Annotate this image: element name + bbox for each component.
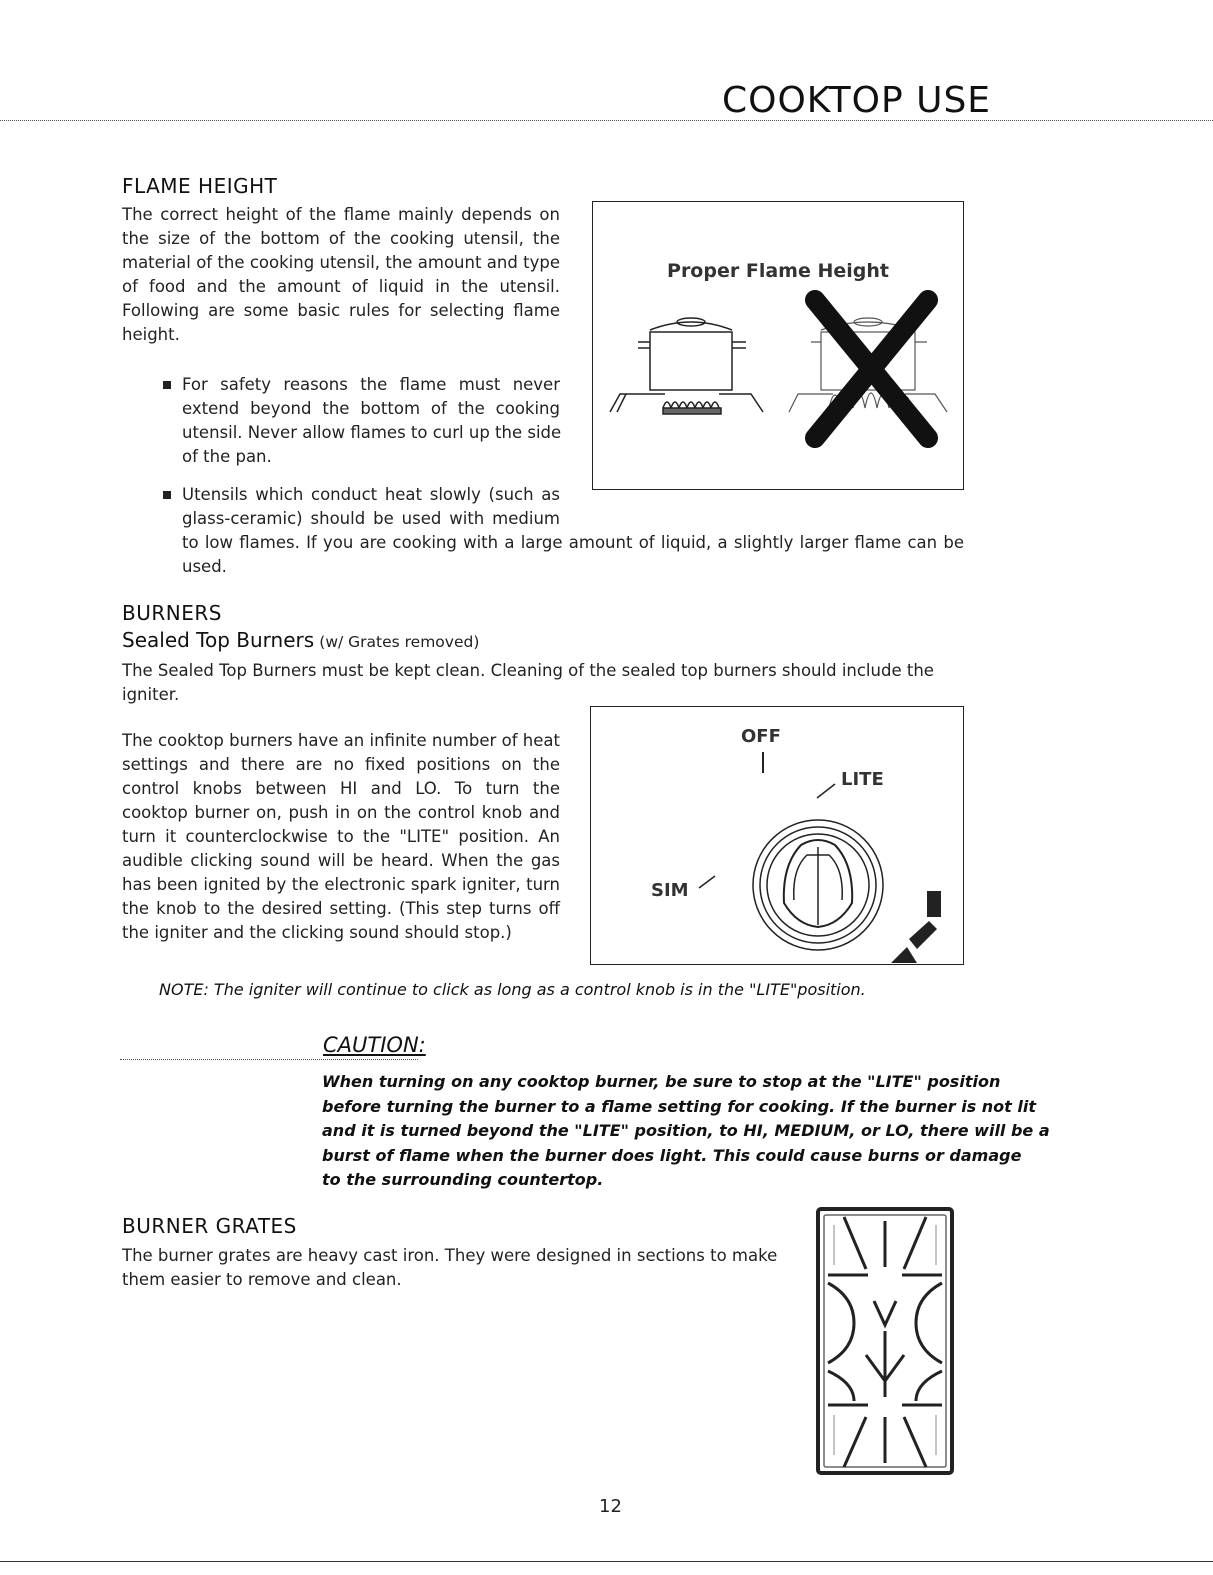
grates-line: them easier to remove and clean. (122, 1270, 402, 1289)
burner-grates-text (122, 1244, 777, 1292)
caution-line: and it is turned beyond the "LITE" position, to HI, MEDIUM, or LO, there will be a (322, 1121, 1050, 1140)
burner-grate-icon (814, 1205, 956, 1477)
caution-text (322, 1070, 1050, 1193)
burners-heading: BURNERS (122, 601, 222, 625)
para-line: the igniter and the clicking sound should stop.) (122, 923, 512, 942)
footer-rule (0, 1561, 1213, 1562)
para-line: control knobs between HI and LO. To turn the (122, 779, 560, 798)
para-line: settings and there are no fixed positions on the (122, 755, 560, 774)
caution-line: before turning the burner to a flame setting for cooking. If the burner is not lit (322, 1096, 1036, 1116)
burners-para1 (122, 659, 934, 707)
burners-para2 (122, 729, 560, 945)
para-line: has been ignited by the electronic spark igniter, turn (122, 875, 560, 894)
page-number: 12 (599, 1496, 622, 1517)
para-line: audible clicking sound will be heard. When the gas (122, 851, 560, 870)
para-line: The Sealed Top Burners must be kept clean. Cleaning of the sealed top burners should include the (122, 661, 934, 680)
para-line: the knob to the desired setting. (This step turns off (122, 899, 560, 918)
grates-line: The burner grates are heavy cast iron. They were designed in sections to make (122, 1246, 778, 1265)
flame-height-intro (122, 203, 560, 347)
para-line: The cooktop burners have an infinite number of heat (122, 731, 560, 750)
caution-rule (120, 1059, 418, 1060)
flame-symbol-icon (891, 891, 941, 963)
subheading-title: Sealed Top Burners (122, 628, 315, 652)
flame-height-figure (592, 201, 964, 490)
intro-line: the size of the bottom of the cooking utensil, the (122, 229, 560, 248)
caution-line: to the surrounding countertop. (322, 1170, 604, 1189)
intro-line: material of the cooking utensil, the amount and type (122, 253, 560, 272)
bullet-line: used. (182, 557, 227, 576)
sealed-top-burners-subheading (122, 628, 479, 652)
caution-line: When turning on any cooktop burner, be sure to stop at the "LITE" position (322, 1072, 1001, 1091)
knob-illustration (591, 707, 963, 964)
bullet-line: extend beyond the bottom of the cooking (182, 399, 560, 418)
subheading-note: (w/ Grates removed) (319, 633, 480, 651)
knob-label-sim: SIM (651, 880, 689, 901)
control-knob-icon (753, 820, 883, 950)
bullet-line: utensil. Never allow flames to curl up the side (182, 423, 562, 442)
flame-illustration (593, 202, 963, 489)
knob-label-off: OFF (741, 726, 781, 747)
intro-line: Following are some basic rules for selecting flame (122, 301, 560, 320)
bullet-utensils (182, 483, 964, 579)
control-knob-figure (590, 706, 964, 965)
knob-label-lite: LITE (841, 769, 884, 790)
igniter-note: NOTE: The igniter will continue to click as long as a control knob is in the "LITE"position. (159, 980, 866, 999)
bullet-line: Utensils which conduct heat slowly (such as (182, 485, 560, 504)
lite-tick (817, 784, 835, 798)
intro-line: The correct height of the flame mainly depends on (122, 205, 560, 224)
para-line: cooktop burner on, push in on the control knob and (122, 803, 560, 822)
bullet-line: For safety reasons the flame must never (182, 375, 560, 394)
header-rule (0, 120, 1213, 121)
para-line: turn it counterclockwise to the "LITE" position. An (122, 827, 560, 846)
flame-height-heading: FLAME HEIGHT (122, 174, 278, 198)
bullet-line: to low flames. If you are cooking with a large amount of liquid, a slightly larger flame can be (182, 533, 964, 552)
sim-tick (699, 876, 715, 888)
burner-grates-heading: BURNER GRATES (122, 1214, 297, 1238)
bullet-icon (163, 491, 171, 499)
para-line: igniter. (122, 685, 180, 704)
intro-line: of food and the amount of liquid in the utensil. (122, 277, 560, 296)
bullet-icon (163, 381, 171, 389)
page-title: COOKTOP USE (722, 80, 992, 121)
caution-line: burst of flame when the burner does light. This could cause burns or damage (322, 1145, 1022, 1165)
x-mark-icon (815, 300, 928, 438)
figure-label: Proper Flame Height (667, 260, 889, 282)
bullet-safety (182, 373, 560, 469)
proper-pot-icon (610, 318, 763, 414)
bullet-line: glass-ceramic) should be used with medium (182, 509, 560, 528)
caution-heading: CAUTION: (323, 1033, 426, 1057)
intro-line: height. (122, 325, 180, 344)
bullet-line: of the pan. (182, 447, 272, 466)
